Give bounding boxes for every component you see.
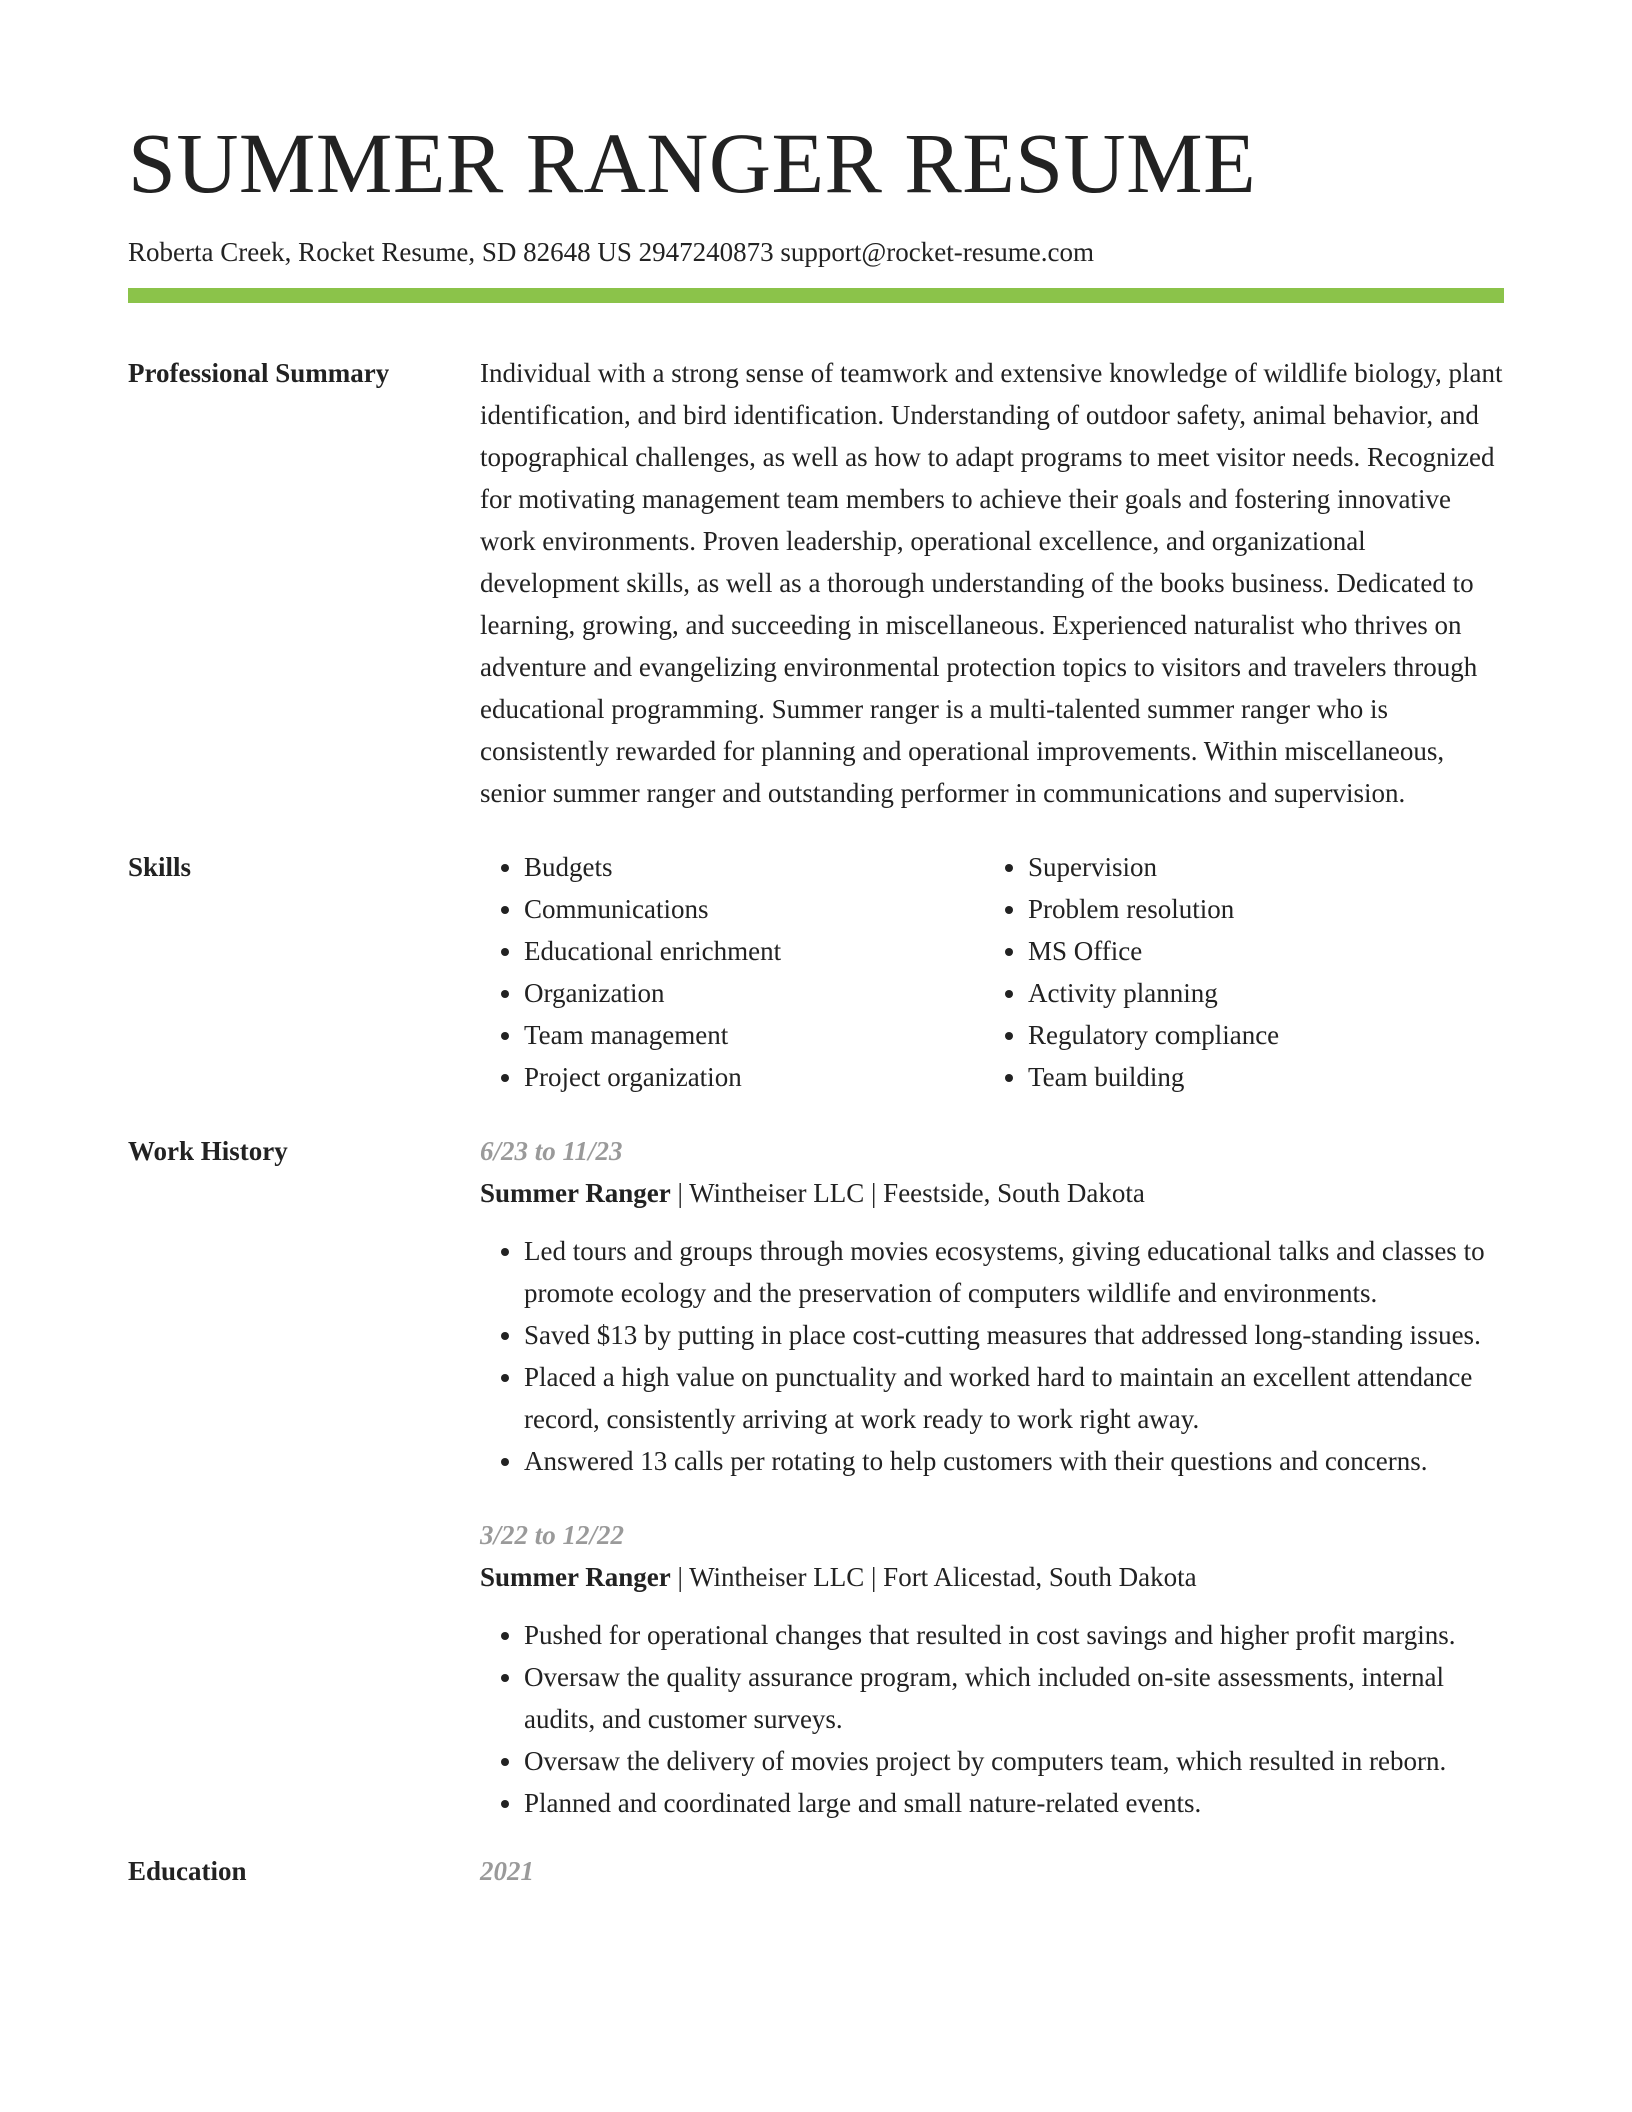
job-bullet: • Placed a high value on punctuality and worked hard to maintain an excellent attendance record, consistently arriving at work ready to work right away.	[524, 1356, 1504, 1440]
job-title: Summer Ranger	[480, 1562, 671, 1593]
skill-item: • Team management	[524, 1014, 984, 1056]
contact-line: Roberta Creek, Rocket Resume, SD 82648 US 2947240873 support@rocket-resume.com	[128, 237, 1094, 267]
skill-item: • Activity planning	[1028, 972, 1488, 1014]
section-label-work: Work History	[128, 1136, 288, 1167]
skills-section	[128, 846, 1504, 1098]
skills-column-left	[480, 846, 984, 1098]
work-history-body	[480, 1130, 1504, 1824]
skill-item: • Communications	[524, 888, 984, 930]
resume-title: SUMMER RANGER RESUME	[128, 115, 1257, 211]
skill-item: • Budgets	[524, 846, 984, 888]
job-heading	[480, 1172, 1504, 1214]
skill-item: • Organization	[524, 972, 984, 1014]
job-bullet: • Led tours and groups through movies ecosystems, giving educational talks and classes to promote ecology and the preservation of computers wildlife and environments.	[524, 1230, 1504, 1314]
skills-grid	[480, 846, 1504, 1098]
job-bullet-list	[480, 1614, 1504, 1824]
job-bullet: • Saved $13 by putting in place cost-cutting measures that addressed long-standing issues.	[524, 1314, 1504, 1356]
job-bullet: • Answered 13 calls per rotating to help customers with their questions and concerns.	[524, 1440, 1504, 1482]
job-bullet-list	[480, 1230, 1504, 1482]
header-divider	[128, 288, 1504, 303]
resume-page	[128, 0, 1504, 1892]
job-bullet: • Planned and coordinated large and small nature-related events.	[524, 1782, 1504, 1824]
section-label-skills: Skills	[128, 852, 192, 883]
job-bullet: • Oversaw the delivery of movies project by computers team, which resulted in reborn.	[524, 1740, 1504, 1782]
job-entry	[480, 1514, 1504, 1824]
job-bullet: • Pushed for operational changes that resulted in cost savings and higher profit margins.	[524, 1614, 1504, 1656]
job-dates: 3/22 to 12/22	[480, 1520, 625, 1551]
job-title: Summer Ranger	[480, 1178, 671, 1209]
job-entry	[480, 1130, 1504, 1482]
professional-summary-section	[128, 352, 1504, 814]
section-label-education: Education	[128, 1856, 247, 1887]
work-history-section	[128, 1130, 1504, 1824]
job-bullet: • Oversaw the quality assurance program, which included on-site assessments, internal audits, and customer surveys.	[524, 1656, 1504, 1740]
education-year: 2021	[480, 1856, 534, 1887]
skill-item: • MS Office	[1028, 930, 1488, 972]
skill-item: • Regulatory compliance	[1028, 1014, 1488, 1056]
section-label-summary: Professional Summary	[128, 358, 390, 389]
education-section	[128, 1850, 1504, 1892]
job-heading	[480, 1556, 1504, 1598]
education-body	[480, 1850, 1504, 1892]
skill-item: • Problem resolution	[1028, 888, 1488, 930]
job-employer-location: | Wintheiser LLC | Fort Alicestad, South Dakota	[670, 1562, 1197, 1593]
summary-text: Individual with a strong sense of teamwork and extensive knowledge of wildlife biology, plant identification, and bird identification. Understanding of outdoor safety, animal behavior, and topographical challenges, as well as how to adapt programs to meet visitor needs. Recognized for motivating management team members to achieve their goals and fostering innovative work environments. Proven leadership, operational excellence, and organizational development skills, as well as a thorough understanding of the books business. Dedicated to learning, growing, and succeeding in miscellaneous. Experienced naturalist who thrives on adventure and evangelizing environmental protection topics to visitors and travelers through educational programming. Summer ranger is a multi-talented summer ranger who is consistently rewarded for planning and operational improvements. Within miscellaneous, senior summer ranger and outstanding performer in communications and supervision.	[480, 358, 1503, 809]
job-dates: 6/23 to 11/23	[480, 1136, 623, 1167]
skill-item: • Educational enrichment	[524, 930, 984, 972]
job-employer-location: | Wintheiser LLC | Feestside, South Dakota	[670, 1178, 1145, 1209]
skills-column-right	[984, 846, 1488, 1098]
skill-item: • Supervision	[1028, 846, 1488, 888]
skill-item: • Team building	[1028, 1056, 1488, 1098]
skill-item: • Project organization	[524, 1056, 984, 1098]
